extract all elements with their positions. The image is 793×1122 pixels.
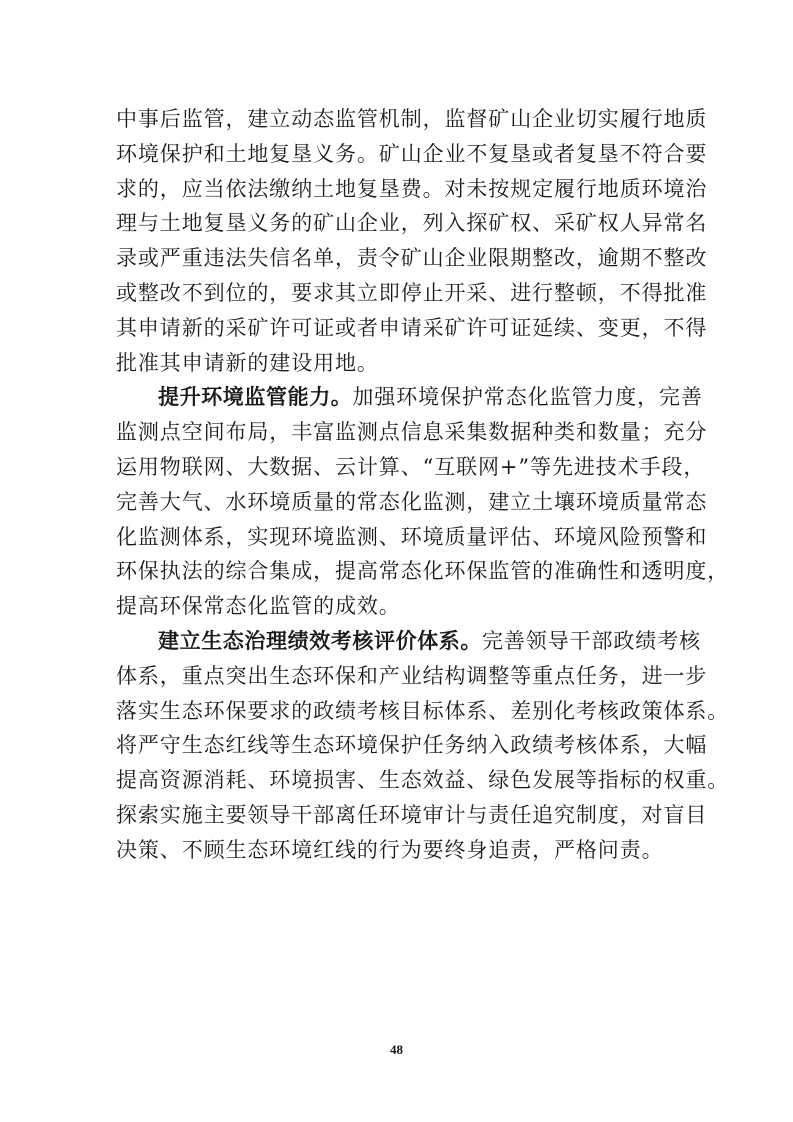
paragraph-environmental-supervision [116,380,730,624]
text-line: 理与土地复垦义务的矿山企业，列入探矿权、采矿权人异常名 [116,211,708,236]
text-line: 环境保护和土地复垦义务。矿山企业不复垦或者复垦不符合要 [116,141,708,166]
page-number: 48 [390,1042,403,1057]
text-line: 中事后监管，建立动态监管机制，监督矿山企业切实履行地质 [116,107,708,131]
text-line: 或整改不到位的，要求其立即停止开采、进行整顿，不得批准 [116,280,708,305]
text-line: 探索实施主要领导干部离任环境审计与责任追究制度，对盲目 [116,802,708,827]
paragraph-heading: 提升环境监管能力。 [158,385,353,410]
paragraph-performance-evaluation [116,624,730,868]
text-line: 其申请新的采矿许可证或者申请采矿许可证延续、变更，不得 [116,315,708,340]
text-line: 提高环保常态化监管的成效。 [116,594,401,619]
paragraph-mine-supervision [116,102,708,380]
text-line: 体系，重点突出生态环保和产业结构调整等重点任务，进一步 [116,663,708,688]
text-line: 完善大气、水环境质量的常态化监测，建立土壤环境质量常态 [116,489,708,514]
text-line: 提高资源消耗、环境损害、生态效益、绿色发展等指标的权重。 [116,768,730,793]
paragraph-first-line [116,380,703,415]
paragraph-heading: 建立生态治理绩效考核评价体系。 [158,628,482,653]
text-run: 加强环境保护常态化监管力度，完善 [352,385,703,410]
text-run: 完善领导干部政绩考核 [482,628,701,653]
text-line: 将严守生态红线等生态环境保护任务纳入政绩考核体系，大幅 [116,733,708,758]
text-line: 落实生态环保要求的政绩考核目标体系、差别化考核政策体系。 [116,698,730,723]
text-line: 批准其申请新的建设用地。 [116,350,379,375]
text-line: 录或严重违法失信名单，责令矿山企业限期整改，逾期不整改 [116,246,708,271]
text-line: 求的，应当依法缴纳土地复垦费。对未按规定履行地质环境治 [116,176,708,201]
text-line: 环保执法的综合集成，提高常态化环保监管的准确性和透明度， [116,559,730,584]
text-line: 监测点空间布局，丰富监测点信息采集数据种类和数量；充分 [116,420,708,445]
text-line: 化监测体系，实现环境监测、环境质量评估、环境风险预警和 [116,524,708,549]
text-line: 运用物联网、大数据、云计算、“互联网+”等先进技术手段， [116,454,706,479]
body-text [116,102,730,868]
text-line: 决策、不顾生态环境红线的行为要终身追责，严格问责。 [116,837,664,862]
paragraph-first-line [116,624,701,659]
